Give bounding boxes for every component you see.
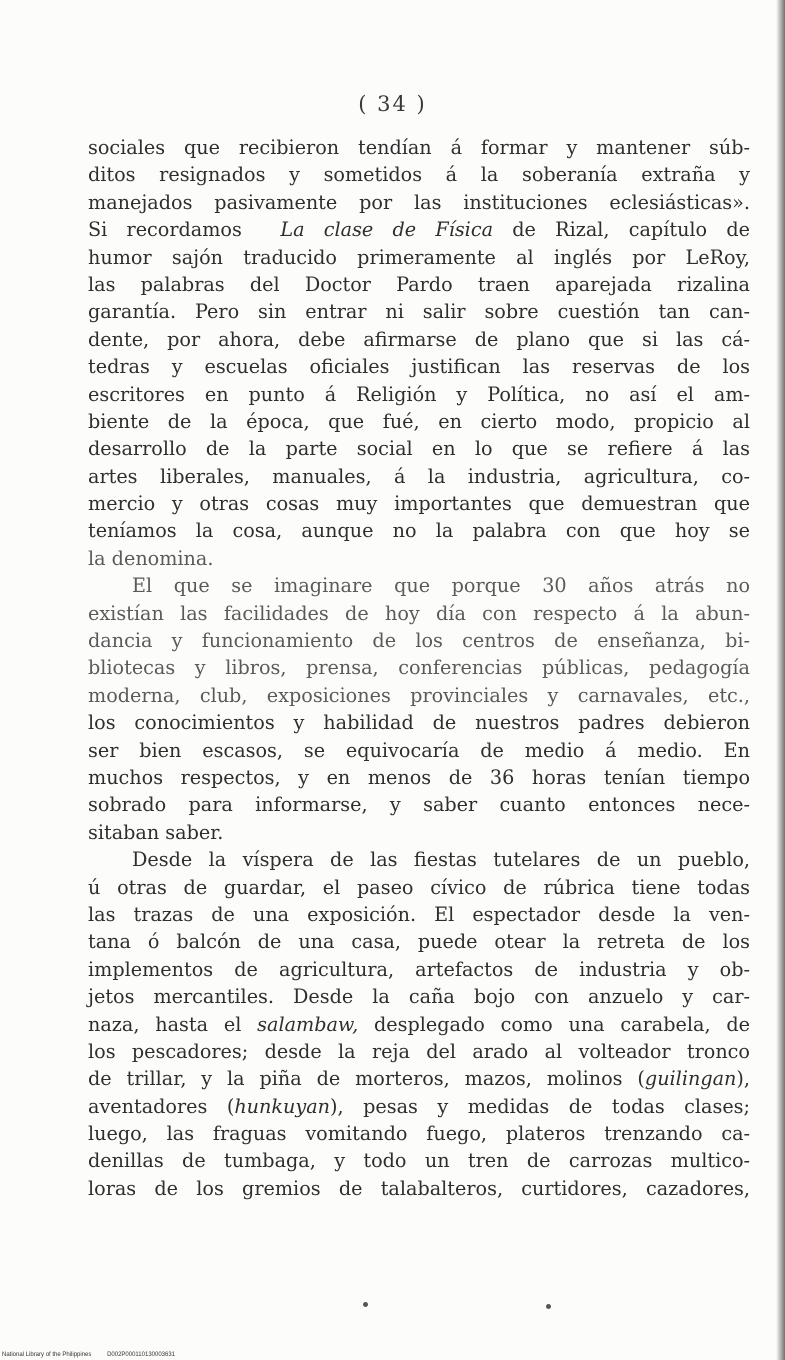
text-line: sobrado para informarse, y saber cuanto entonces nece-: [88, 793, 750, 817]
page-number: ( 34 ): [358, 92, 427, 116]
text-fragment: naza, hasta el: [88, 1012, 242, 1036]
text-line: El que se imaginare que porque 30 años atrás no: [132, 574, 750, 598]
term-italic: salambaw,: [257, 1012, 359, 1036]
text-line: implementos de agricultura, artefactos de industria y ob-: [88, 957, 750, 981]
scan-speck: [546, 1304, 551, 1309]
text-line: teníamos la cosa, aunque no la palabra con que hoy se: [88, 519, 750, 543]
text-line: existían las facilidades de hoy día con respecto á la abun-: [88, 601, 750, 625]
text-line: mercio y otras cosas muy importantes que demuestran que: [88, 492, 750, 516]
text-line: [88, 1093, 750, 1120]
text-line: moderna, club, exposiciones provinciales y carnavales, etc.,: [88, 683, 750, 707]
text-line: denillas de tumbaga, y todo un tren de carrozas multico-: [88, 1149, 750, 1173]
text-line: los pescadores; desde la reja del arado al volteador tronco: [88, 1039, 750, 1063]
text-fragment: de Rizal, capítulo de: [512, 218, 750, 242]
term-italic: guilingan: [644, 1067, 737, 1091]
body-text: [88, 134, 750, 1202]
scan-speck: [363, 1302, 368, 1307]
text-fragment: desplegado como una carabela, de: [374, 1012, 750, 1036]
text-line: garantía. Pero sin entrar ni salir sobre cuestión tan can-: [88, 300, 750, 324]
text-line: la denomina.: [88, 546, 214, 570]
text-fragment: ), pesas y medidas de todas clases;: [330, 1094, 750, 1118]
text-line: las palabras del Doctor Pardo traen aparejada rizalina: [88, 272, 750, 296]
text-fragment: Si recordamos: [88, 218, 242, 242]
text-line: bliotecas y libros, prensa, conferencias públicas, pedagogía: [88, 656, 750, 680]
text-line: sociales que recibieron tendían á formar y mantener súb-: [88, 136, 750, 159]
term-italic: hunkuyan: [234, 1094, 331, 1118]
text-line: humor sajón traducido primeramente al inglés por LeRoy,: [88, 245, 750, 269]
text-line: dancia y funcionamiento de los centros de enseñanza, bi-: [88, 629, 750, 653]
text-line: [88, 216, 750, 243]
text-line: ditos resignados y sometidos á la soberanía extraña y: [88, 163, 750, 187]
text-line: loras de los gremios de talabalteros, curtidores, cazadores,: [88, 1176, 750, 1200]
text-line: manejados pasivamente por las instituciones eclesiásticas».: [88, 190, 750, 214]
text-fragment: aventadores (: [88, 1094, 235, 1118]
text-line: [88, 1011, 750, 1038]
text-line: jetos mercantiles. Desde la caña bojo con anzuelo y car-: [88, 985, 750, 1009]
scan-code: D002P000110130003631: [107, 1352, 176, 1358]
text-line: [88, 1065, 750, 1092]
text-line: dente, por ahora, debe afirmarse de plano que si las cá-: [88, 327, 750, 351]
page-edge-shadow: [776, 0, 785, 1360]
text-line: escritores en punto á Religión y Política, no así el am-: [88, 382, 750, 406]
text-fragment: ),: [736, 1067, 750, 1091]
text-line: los conocimientos y habilidad de nuestros padres debieron: [88, 711, 750, 735]
text-line: muchos respectos, y en menos de 36 horas tenían tiempo: [88, 765, 750, 789]
text-line: artes liberales, manuales, á la industria, agricultura, co-: [88, 464, 750, 488]
library-credit: National Library of the Philippines: [2, 1352, 92, 1358]
text-line: las trazas de una exposición. El espectador desde la ven-: [88, 902, 750, 926]
book-title-italic: La clase de Física: [280, 218, 494, 242]
text-line: ú otras de guardar, el paseo cívico de rúbrica tiene todas: [88, 875, 750, 899]
text-fragment: de trillar, y la piña de morteros, mazos, molinos (: [88, 1067, 645, 1091]
text-line: desarrollo de la parte social en lo que se refiere á las: [88, 437, 750, 461]
text-line: tana ó balcón de una casa, puede otear la retreta de los: [88, 930, 750, 954]
text-line: tedras y escuelas oficiales justifican las reservas de los: [88, 355, 750, 379]
text-line: biente de la época, que fué, en cierto modo, propicio al: [88, 409, 750, 433]
text-line: Desde la víspera de las fiestas tutelares de un pueblo,: [132, 848, 750, 872]
scan-footer: [2, 1352, 189, 1358]
text-line: sitaban saber.: [88, 820, 224, 844]
text-line: ser bien escasos, se equivocaría de medio á medio. En: [88, 738, 750, 762]
text-line: luego, las fraguas vomitando fuego, plateros trenzando ca-: [88, 1122, 750, 1146]
